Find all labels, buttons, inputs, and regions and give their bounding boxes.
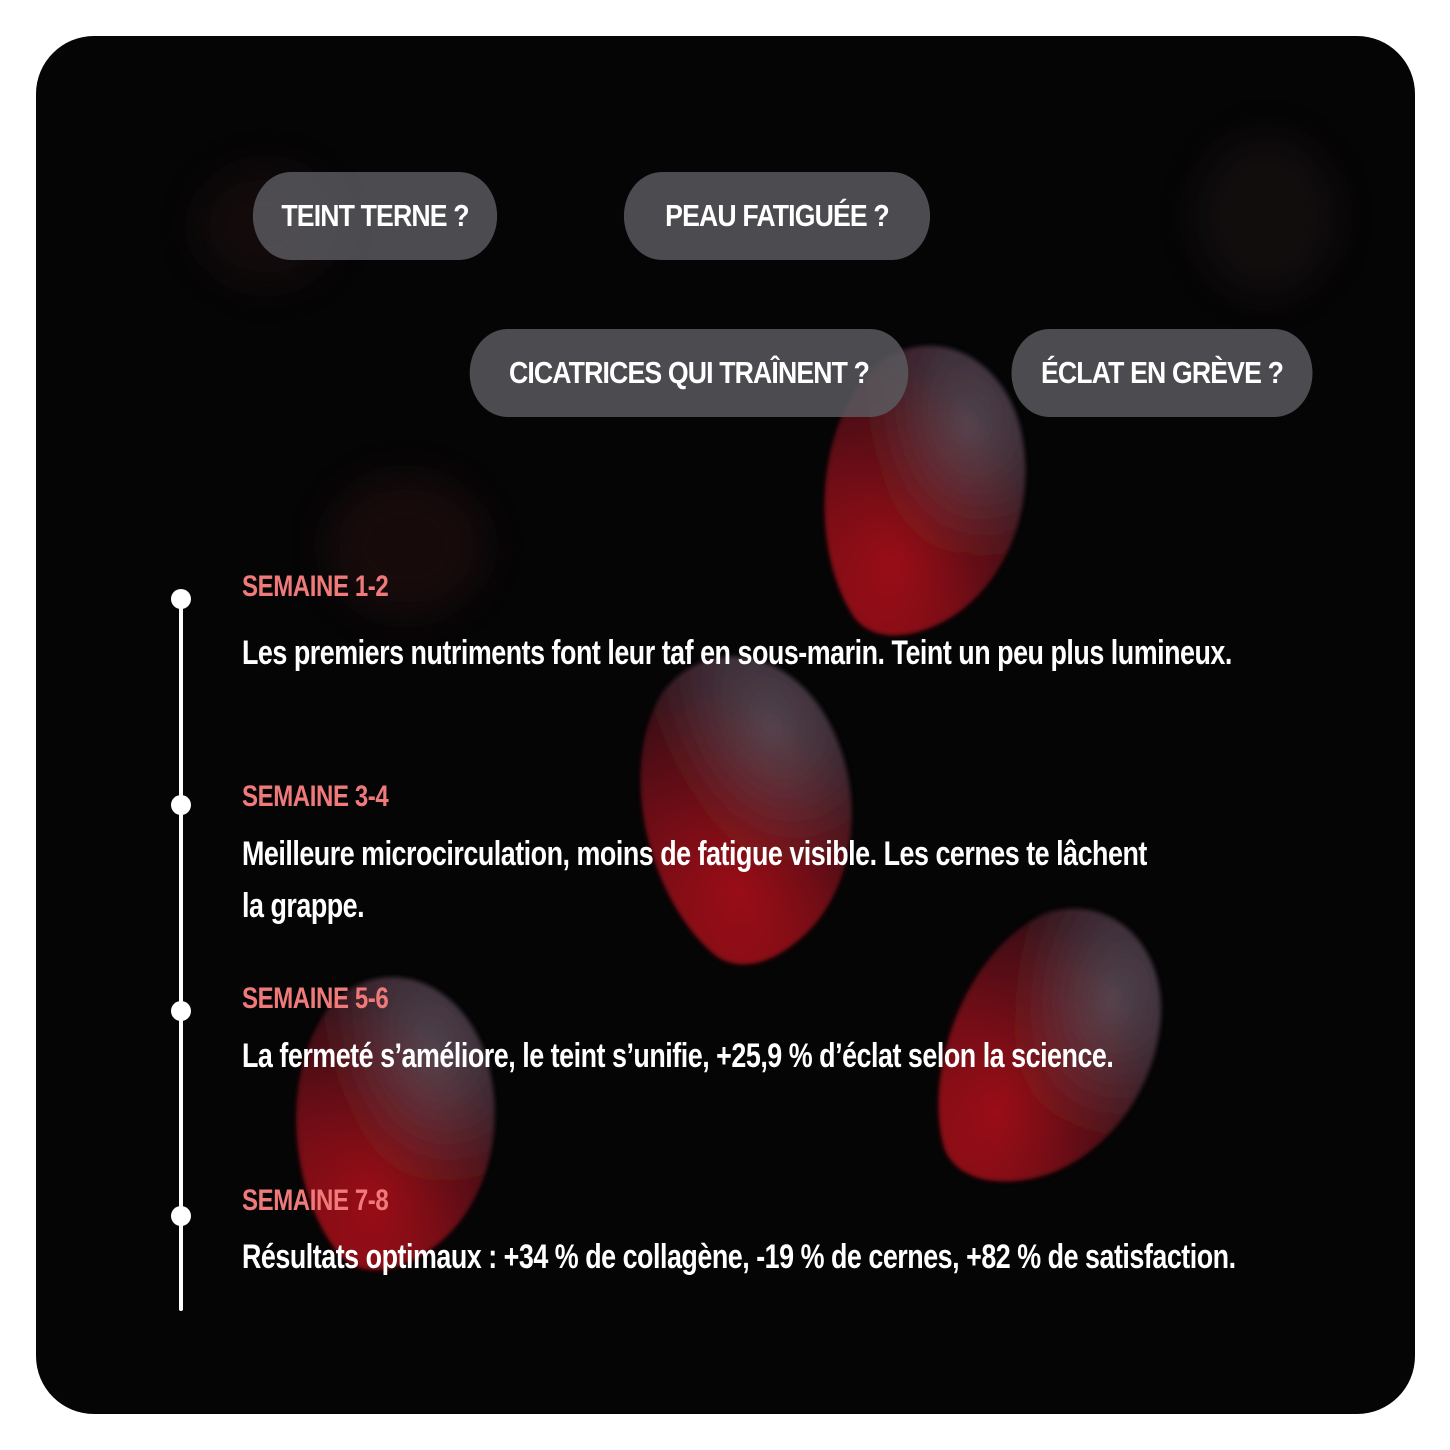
timeline-step-line: Meilleure microcirculation, moins de fatigue visible. Les cernes te lâchent	[242, 835, 1147, 873]
timeline-step-line: La fermeté s’améliore, le teint s’unifie, +25,9 % d’éclat selon la science.	[242, 1037, 1114, 1075]
question-pill-teint-terne: TEINT TERNE ?	[253, 172, 497, 260]
timeline-dot	[171, 589, 191, 609]
timeline-step-line: Résultats optimaux : +34 % de collagène, -19 % de cernes, +82 % de satisfaction.	[242, 1238, 1236, 1276]
timeline-line	[179, 599, 183, 1311]
question-pill-eclat: ÉCLAT EN GRÈVE ?	[1012, 329, 1313, 417]
timeline-dot	[171, 1001, 191, 1021]
timeline-step-text	[242, 1030, 1113, 1082]
timeline-step-label: SEMAINE 5-6	[242, 982, 389, 1015]
timeline-step-label: SEMAINE 1-2	[242, 570, 389, 603]
timeline-step-line: la grappe.	[242, 887, 365, 925]
timeline-dot	[171, 1206, 191, 1226]
content-card	[36, 36, 1415, 1414]
timeline-step-label: SEMAINE 3-4	[242, 780, 389, 813]
question-pill-cicatrices: CICATRICES QUI TRAÎNENT ?	[470, 329, 909, 417]
timeline-step-label: SEMAINE 7-8	[242, 1184, 389, 1217]
timeline-step-line: Les premiers nutriments font leur taf en sous-marin. Teint un peu plus lumineux.	[242, 634, 1232, 672]
timeline-dot	[171, 795, 191, 815]
timeline-step-text	[242, 828, 1147, 932]
timeline-step-text	[242, 1231, 1236, 1283]
timeline-step-text	[242, 627, 1232, 679]
question-pill-peau-fatiguee: PEAU FATIGUÉE ?	[624, 172, 930, 260]
